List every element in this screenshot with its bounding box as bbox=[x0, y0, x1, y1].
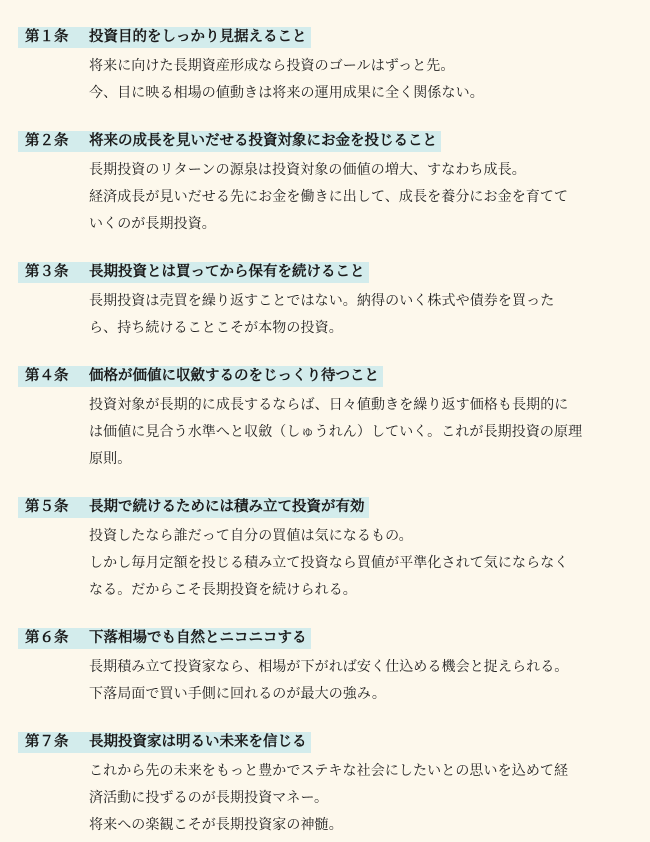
article-number: 第６条 bbox=[25, 630, 69, 646]
body-line: 将来に向けた長期資産形成なら投資のゴールはずっと先。 bbox=[89, 58, 455, 74]
article-body bbox=[89, 395, 634, 476]
article-body bbox=[89, 56, 634, 110]
body-line: 下落局面で買い手側に回れるのが最大の強み。 bbox=[89, 686, 386, 702]
article-title: 長期投資とは買ってから保有を続けること bbox=[89, 264, 365, 280]
article-title: 将来の成長を見いだせる投資対象にお金を投じること bbox=[89, 133, 437, 149]
body-line: なる。だからこそ長期投資を続けられる。 bbox=[89, 582, 357, 598]
body-line: ら、持ち続けることこそが本物の投資。 bbox=[89, 320, 343, 336]
article-body bbox=[89, 657, 634, 711]
article-body bbox=[89, 291, 634, 345]
article-title: 価格が価値に収斂するのをじっくり待つこと bbox=[89, 368, 379, 384]
article-body bbox=[89, 526, 634, 607]
article-heading bbox=[18, 262, 369, 283]
article-4 bbox=[0, 365, 650, 476]
article-3 bbox=[0, 261, 650, 345]
body-line: しかし毎月定額を投じる積み立て投資なら買値が平準化されて気にならなく bbox=[89, 555, 569, 571]
body-line: 将来への楽観こそが長期投資家の神髄。 bbox=[89, 817, 343, 833]
body-line: 今、目に映る相場の値動きは将来の運用成果に全く関係ない。 bbox=[89, 85, 484, 101]
article-number: 第１条 bbox=[25, 29, 69, 45]
article-number: 第７条 bbox=[25, 734, 69, 750]
article-title: 投資目的をしっかり見据えること bbox=[89, 29, 307, 45]
article-heading bbox=[18, 131, 441, 152]
article-number: 第５条 bbox=[25, 499, 69, 515]
body-line: 原則。 bbox=[89, 451, 132, 467]
article-heading bbox=[18, 628, 311, 649]
article-number: 第２条 bbox=[25, 133, 69, 149]
article-1 bbox=[0, 26, 650, 110]
body-line: 投資対象が長期的に成長するならば、日々値動きを繰り返す価格も長期的に bbox=[89, 397, 569, 413]
body-line: 済活動に投ずるのが長期投資マネー。 bbox=[89, 790, 329, 806]
article-body bbox=[89, 761, 634, 842]
article-title: 長期で続けるためには積み立て投資が有効 bbox=[89, 499, 365, 515]
article-2 bbox=[0, 130, 650, 241]
article-6 bbox=[0, 627, 650, 711]
body-line: 長期積み立て投資家なら、相場が下がれば安く仕込める機会と捉えられる。 bbox=[89, 659, 569, 675]
body-line: は価値に見合う水準へと収斂（しゅうれん）していく。これが長期投資の原理 bbox=[89, 424, 583, 440]
body-line: 投資したなら誰だって自分の買値は気になるもの。 bbox=[89, 528, 413, 544]
article-heading bbox=[18, 27, 311, 48]
article-7 bbox=[0, 731, 650, 842]
body-line: 経済成長が見いだせる先にお金を働きに出して、成長を養分にお金を育てて bbox=[89, 189, 569, 205]
article-5 bbox=[0, 496, 650, 607]
article-number: 第４条 bbox=[25, 368, 69, 384]
body-line: 長期投資のリターンの源泉は投資対象の価値の増大、すなわち成長。 bbox=[89, 162, 526, 178]
article-number: 第３条 bbox=[25, 264, 69, 280]
body-line: これから先の未来をもっと豊かでステキな社会にしたいとの思いを込めて経 bbox=[89, 763, 569, 779]
article-heading bbox=[18, 497, 369, 518]
article-title: 下落相場でも自然とニコニコする bbox=[89, 630, 307, 646]
body-line: 長期投資は売買を繰り返すことではない。納得のいく株式や債券を買った bbox=[89, 293, 555, 309]
article-heading bbox=[18, 366, 383, 387]
body-line: いくのが長期投資。 bbox=[89, 216, 216, 232]
article-title: 長期投資家は明るい未来を信じる bbox=[89, 734, 307, 750]
article-heading bbox=[18, 732, 311, 753]
article-body bbox=[89, 160, 634, 241]
